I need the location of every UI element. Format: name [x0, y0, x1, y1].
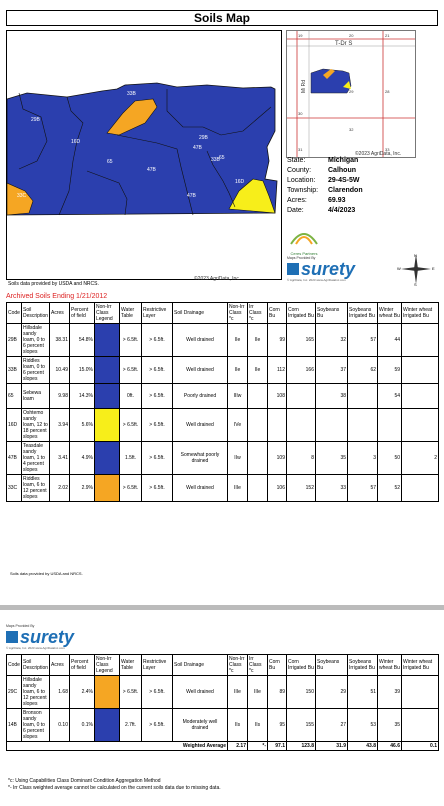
cell-corn: 112: [268, 357, 287, 384]
surety-logo-credit: © AgriData, Inc. 2023 www.AgriDataInc.com: [287, 278, 346, 282]
cell-ic: IIIe: [248, 676, 268, 709]
cell-restr: > 6.5ft.: [142, 409, 173, 442]
col-header: Corn Irrigated Bu: [287, 655, 316, 676]
cell-acres: 3.94: [50, 409, 70, 442]
cell-restr: > 6.5ft.: [142, 442, 173, 475]
surety-logo-bottom: [6, 624, 116, 650]
cell-soyi: [348, 409, 378, 442]
surety-logo-credit-2: © AgriData, Inc. 2023 www.AgriDataInc.com: [6, 646, 65, 650]
map-soil-label: 33C: [17, 193, 27, 199]
cell-drain: Somewhat poorly drained: [173, 442, 228, 475]
cell-restr: > 6.5ft.: [142, 384, 173, 409]
col-header: Code: [7, 655, 22, 676]
cell-corni: 150: [287, 676, 316, 709]
archive-title: Archived Soils Ending 1/21/2012: [6, 293, 108, 300]
col-header: Percent of field: [70, 303, 95, 324]
map-soil-label: 16D: [235, 179, 245, 185]
cell-soyi: 53: [348, 709, 378, 742]
cell-drain: Well drained: [173, 324, 228, 357]
cell-desc: Hillsdale sandy loam, 6 to 12 percent slopes: [22, 676, 50, 709]
col-header: Water Table: [120, 303, 142, 324]
cell-ic: [248, 384, 268, 409]
col-header: Non-Irr Class Legend: [95, 655, 120, 676]
cell-wwi: 2: [402, 442, 439, 475]
col-header: Soil Drainage: [173, 303, 228, 324]
section-number: 19: [298, 33, 303, 38]
col-header: Irr Class *c: [248, 303, 268, 324]
surety-logo-text-2: surety: [20, 627, 75, 647]
cell-desc: Riddles loam, 0 to 6 percent slopes: [22, 357, 50, 384]
county-label: County:: [287, 167, 312, 174]
locator-side-road-label: Mi Rd: [301, 79, 307, 93]
col-header: Corn Irrigated Bu: [287, 303, 316, 324]
table-row: [7, 409, 439, 442]
page-title: Soils Map: [6, 10, 438, 26]
table-row: [7, 709, 439, 742]
col-header: Corn Bu: [268, 655, 287, 676]
cell-water: > 6.5ft.: [120, 409, 142, 442]
col-header: Non-Irr Class *c: [228, 655, 248, 676]
cell-wwi: [402, 324, 439, 357]
cell-corni: 166: [287, 357, 316, 384]
cell-soyi: 3: [348, 442, 378, 475]
col-header: Winter wheat Irrigated Bu: [402, 303, 439, 324]
table1-header-row: [7, 303, 439, 324]
cell-corn: 99: [268, 324, 287, 357]
cell-acres: 2.02: [50, 475, 70, 502]
cell-ww: 59: [378, 357, 402, 384]
locator-map[interactable]: [286, 30, 416, 158]
col-header: Code: [7, 303, 22, 324]
partner-logo: [287, 224, 321, 254]
map-soil-label: 47B: [147, 167, 156, 173]
location-info: [287, 156, 363, 216]
acres-label: Acres:: [287, 197, 307, 204]
cell-soy: 32: [316, 324, 348, 357]
cell-drain: Moderately well drained: [173, 709, 228, 742]
cell-soy: 37: [316, 357, 348, 384]
section-number: 30: [298, 111, 303, 116]
cell-water: > 6.5ft.: [120, 357, 142, 384]
date-label: Date:: [287, 207, 304, 214]
cell-restr: > 6.5ft.: [142, 676, 173, 709]
weighted-nonirr: 2.17: [228, 742, 248, 751]
cell-desc: Sebewa loam: [22, 384, 50, 409]
section-number: 33: [385, 147, 390, 152]
weighted-soy-irr: 43.8: [348, 742, 378, 751]
col-header: Soil Description: [22, 655, 50, 676]
cell-drain: Well drained: [173, 676, 228, 709]
cell-code: 47B: [7, 442, 22, 475]
cell-pct: 0.1%: [70, 709, 95, 742]
locator-road-label: T-Dr S: [335, 41, 353, 47]
cell-nic: IVe: [228, 409, 248, 442]
col-header: Restrictive Layer: [142, 303, 173, 324]
cell-desc: Bronson sandy loam, 0 to 6 percent slopes: [22, 709, 50, 742]
table-row: [7, 324, 439, 357]
cell-ww: 44: [378, 324, 402, 357]
locator-copyright: ©2023 AgriData, Inc.: [355, 151, 402, 157]
cell-nic: IIe: [228, 324, 248, 357]
cell-corni: [287, 409, 316, 442]
cell-acres: 3.41: [50, 442, 70, 475]
cell-water: 2.7ft.: [120, 709, 142, 742]
cell-restr: > 6.5ft.: [142, 324, 173, 357]
cell-water: > 6.5ft.: [120, 475, 142, 502]
legend-swatch: [95, 409, 120, 442]
table2-body: [7, 676, 439, 742]
svg-text:E: E: [432, 266, 435, 271]
map-soil-label: 33B: [211, 157, 220, 163]
cell-drain: Well drained: [173, 475, 228, 502]
map-soil-label: 65: [219, 155, 225, 161]
cell-pct: 54.8%: [70, 324, 95, 357]
cell-acres: 38.31: [50, 324, 70, 357]
acres-value: 69.93: [328, 197, 346, 204]
location-label: Location:: [287, 177, 316, 184]
section-number: 32: [349, 127, 354, 132]
section-number: 28: [385, 89, 390, 94]
cell-desc: Teasdale sandy loam, 1 to 4 percent slopes: [22, 442, 50, 475]
section-number: 20: [349, 33, 354, 38]
cell-soy: [316, 409, 348, 442]
cell-soy: 35: [316, 442, 348, 475]
maps-by-label: Maps Provided By: [287, 256, 316, 260]
page-separator: [0, 605, 444, 610]
cell-ww: 52: [378, 475, 402, 502]
cell-acres: 10.49: [50, 357, 70, 384]
cell-nic: IIe: [228, 357, 248, 384]
section-number: 29: [349, 89, 354, 94]
soils-table-2: [6, 654, 439, 751]
col-header: Non-Irr Class *c: [228, 303, 248, 324]
cell-code: 29B: [7, 324, 22, 357]
cell-restr: > 6.5ft.: [142, 709, 173, 742]
cell-wwi: [402, 709, 439, 742]
cell-drain: Poorly drained: [173, 384, 228, 409]
cell-restr: > 6.5ft.: [142, 475, 173, 502]
cell-corn: 95: [268, 709, 287, 742]
township-value: Clarendon: [328, 187, 363, 194]
col-header: Winter wheat Bu: [378, 303, 402, 324]
cell-water: 0ft.: [120, 384, 142, 409]
state-label: State:: [287, 157, 306, 164]
col-header: Soybeans Irrigated Bu: [348, 655, 378, 676]
cell-soyi: [348, 384, 378, 409]
cell-ic: [248, 475, 268, 502]
surety-logo-top: [287, 256, 391, 282]
legend-swatch: [95, 384, 120, 409]
footnote-1: *c: Using Capabilities Class Dominant Condition Aggregation Method: [8, 778, 161, 784]
legend-swatch: [95, 475, 120, 502]
cell-desc: Oshtemo sandy loam, 12 to 18 percent slopes: [23, 410, 48, 440]
cell-soyi: 62: [348, 357, 378, 384]
cell-restr: > 6.5ft.: [142, 357, 173, 384]
table-row: [7, 384, 439, 409]
svg-text:N: N: [414, 253, 417, 258]
cell-code: 33C: [7, 475, 22, 502]
cell-nic: IIw: [228, 442, 248, 475]
cell-code: 29C: [7, 676, 22, 709]
cell-nic: IIIe: [228, 475, 248, 502]
soils-map-graphic: [7, 31, 282, 280]
col-header: Soybeans Bu: [316, 655, 348, 676]
col-header: Acres: [50, 655, 70, 676]
cell-corni: 165: [287, 324, 316, 357]
col-header: Soybeans Irrigated Bu: [348, 303, 378, 324]
county-value: Calhoun: [328, 167, 356, 174]
cell-pct: 2.4%: [70, 676, 95, 709]
cell-corn: 108: [268, 384, 287, 409]
table1-body: [7, 324, 439, 502]
map-soil-label: 16D: [71, 139, 81, 145]
cell-ic: [248, 442, 268, 475]
map-copyright: ©2023 AgriData, Inc.: [194, 276, 241, 282]
cell-nic: IIs: [228, 709, 248, 742]
cell-wwi: [402, 475, 439, 502]
weighted-soy: 31.9: [316, 742, 348, 751]
cell-soy: 29: [316, 676, 348, 709]
weighted-corn: 97.1: [268, 742, 287, 751]
weighted-wheat-irr: 0.1: [402, 742, 439, 751]
cell-code: 33B: [7, 357, 22, 384]
cell-desc: Hillsdale sandy loam, 0 to 6 percent slopes: [22, 324, 50, 357]
map-soil-label: 47B: [193, 145, 202, 151]
cell-wwi: [402, 676, 439, 709]
col-header: Winter wheat Bu: [378, 655, 402, 676]
cell-acres: 9.98: [50, 384, 70, 409]
cell-nic: IIIe: [228, 676, 248, 709]
map-soil-label: 65: [107, 159, 113, 165]
col-header: Corn Bu: [268, 303, 287, 324]
table-row: [7, 676, 439, 709]
col-header: Soil Drainage: [173, 655, 228, 676]
state-value: Michigan: [328, 157, 359, 164]
cell-corni: 155: [287, 709, 316, 742]
partner-name: Ceres Partners: [290, 251, 318, 256]
partner-logo-icon: [287, 224, 321, 246]
surety-flag-icon-2: [6, 631, 18, 643]
weighted-label: Weighted Average: [7, 742, 228, 751]
cell-corn: 109: [268, 442, 287, 475]
cell-wwi: [402, 409, 439, 442]
cell-ww: 39: [378, 676, 402, 709]
surety-logo-text: surety: [301, 259, 356, 279]
cell-ic: IIs: [248, 709, 268, 742]
cell-desc: Riddles loam, 6 to 12 percent slopes: [22, 475, 50, 502]
cell-corn: 89: [268, 676, 287, 709]
col-header: Water Table: [120, 655, 142, 676]
cell-acres: 1.68: [50, 676, 70, 709]
cell-ic: IIe: [248, 324, 268, 357]
locator-map-graphic: [287, 31, 416, 158]
cell-corn: 106: [268, 475, 287, 502]
cell-wwi: [402, 357, 439, 384]
col-header: Soil Description: [22, 303, 50, 324]
cell-water: > 6.5ft.: [120, 324, 142, 357]
cell-soyi: 57: [348, 475, 378, 502]
weighted-average-row: [7, 742, 439, 751]
cell-ic: [248, 409, 268, 442]
footnotes: [8, 778, 221, 792]
legend-swatch: [95, 357, 120, 384]
cell-water: > 6.5ft.: [120, 676, 142, 709]
map-soil-label: 33B: [127, 91, 136, 97]
cell-corni: 8: [287, 442, 316, 475]
cell-soyi: 57: [348, 324, 378, 357]
legend-swatch: [95, 709, 120, 742]
cell-ww: 50: [378, 442, 402, 475]
cell-pct: 2.9%: [70, 475, 95, 502]
col-header: Soybeans Bu: [316, 303, 348, 324]
table-row: [7, 475, 439, 502]
legend-swatch: [95, 442, 120, 475]
table-row: [7, 357, 439, 384]
soils-credit-mid: Soils data provided by USDA and NRCS.: [10, 571, 83, 576]
weighted-irr: *-: [248, 742, 268, 751]
footnote-2: *- Irr Class weighted average cannot be calculated on the current soils data due to missing data.: [8, 785, 221, 791]
soils-credit-map: Soils data provided by USDA and NRCS.: [8, 281, 99, 287]
cell-acres: 0.10: [50, 709, 70, 742]
svg-text:W: W: [397, 266, 401, 271]
cell-code: 65: [7, 384, 22, 409]
location-value: 29-4S-5W: [328, 177, 360, 184]
cell-drain: Well drained: [173, 357, 228, 384]
cell-nic: IIIw: [228, 384, 248, 409]
cell-soy: 38: [316, 384, 348, 409]
section-number: 21: [385, 33, 390, 38]
cell-corni: [287, 384, 316, 409]
col-header: Winter wheat Irrigated Bu: [402, 655, 439, 676]
cell-soy: 27: [316, 709, 348, 742]
weighted-wheat: 46.6: [378, 742, 402, 751]
soils-table-1: [6, 302, 439, 502]
legend-swatch: [95, 676, 120, 709]
col-header: Percent of field: [70, 655, 95, 676]
weighted-corn-irr: 123.8: [287, 742, 316, 751]
maps-by-label-2: Maps Provided By: [6, 624, 35, 628]
compass-rose-icon: [396, 252, 436, 286]
map-soil-label: 29B: [199, 135, 208, 141]
cell-pct: 5.6%: [70, 409, 95, 442]
col-header: Irr Class *c: [248, 655, 268, 676]
table-row: [7, 442, 439, 475]
township-label: Township:: [287, 187, 319, 194]
cell-code: 14B: [7, 709, 22, 742]
cell-ic: IIe: [248, 357, 268, 384]
date-value: 4/4/2023: [328, 207, 356, 214]
svg-text:S: S: [414, 282, 417, 286]
cell-pct: 4.9%: [70, 442, 95, 475]
table2-header-row: [7, 655, 439, 676]
cell-ww: [378, 409, 402, 442]
soils-map[interactable]: [6, 30, 282, 280]
cell-soyi: 51: [348, 676, 378, 709]
col-header: Acres: [50, 303, 70, 324]
map-soil-label: 47B: [187, 193, 196, 199]
cell-corn: [268, 409, 287, 442]
col-header: Restrictive Layer: [142, 655, 173, 676]
cell-water: 1.5ft.: [120, 442, 142, 475]
col-header: Non-Irr Class Legend: [95, 303, 120, 324]
cell-corni: 152: [287, 475, 316, 502]
cell-wwi: [402, 384, 439, 409]
cell-ww: 35: [378, 709, 402, 742]
legend-swatch: [95, 324, 120, 357]
surety-flag-icon: [287, 263, 299, 275]
map-soil-label: 29B: [31, 117, 40, 123]
cell-pct: 15.0%: [70, 357, 95, 384]
cell-pct: 14.3%: [70, 384, 95, 409]
cell-drain: Well drained: [173, 409, 228, 442]
cell-soy: 33: [316, 475, 348, 502]
cell-code: 16D: [7, 409, 22, 442]
section-number: 31: [298, 147, 303, 152]
cell-ww: 54: [378, 384, 402, 409]
